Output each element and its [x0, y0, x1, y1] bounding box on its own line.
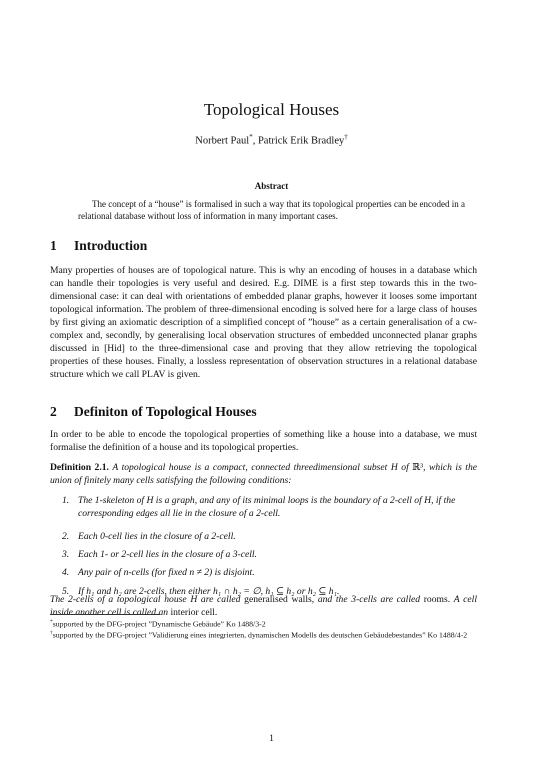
condition-text: If h₁ and h₂ are 2-cells, then either h₁ ∩ h₂ = ∅, h₁ ⊆ h₂ or h₂ ⊆ h₁.	[78, 586, 340, 597]
section-heading	[50, 238, 147, 254]
footnote-text: supported by the DFG-project ”Validierung eines integrierten, dynamischen Modells des deutschen Gebäudebestandes” Ko 1488/4-2	[52, 630, 468, 640]
footnote-marker: †	[344, 133, 348, 141]
author-name: Patrick Erik Bradley	[257, 135, 345, 147]
condition-number: 4.	[62, 567, 70, 578]
math-symbol: ℝ³,	[412, 462, 426, 473]
definition-block	[50, 461, 477, 487]
page-number: 1	[269, 733, 274, 744]
section-body: Many properties of houses are of topological nature. This is why an encoding of houses in a database which can handle their topologies is very useful and desired. E.g. DIME is a first step towards this in the two-dimensional case: it can deal with orientations of embedded planar graphs, however it looses some important topological information. The problem of three-dimensional encoding is solved here for a large class of houses by first giving an axiomatic description of a simplified concept of ”house” as a certain generalisation of a cw-complex and, secondly, by generalising local observation structures of embedded unconnected planar graphs discussed in [Hid] to the three-dimensional case and proving that they allow retrieving the topological properties of these houses. Finally, a lossless representation of observation structures in a relational database structure which we call PLAV is given.	[50, 265, 477, 380]
footnote-marker: *	[249, 133, 253, 141]
author-line	[0, 133, 543, 147]
condition-number: 2.	[62, 531, 70, 542]
footnote-text: supported by the DFG-project ”Dynamische Gebäude” Ko 1488/3-2	[52, 619, 266, 629]
section-number: 1	[50, 238, 57, 253]
abstract-text: The concept of a “house” is formalised in such a way that its topological properties can be encoded in a relational database without loss of information in many important cases.	[78, 199, 465, 221]
abstract-heading: Abstract	[254, 181, 289, 191]
definition-text: which is the union of finitely many cells satisfying the following conditions:	[50, 462, 478, 486]
definition-text: is a compact, connected threedimensional subset	[194, 462, 388, 473]
closing-text: The 2-cells of a topological house H are called	[50, 594, 241, 605]
section-heading	[50, 404, 257, 420]
footnote-marker: *	[50, 619, 53, 625]
closing-paragraph	[50, 593, 477, 619]
definition-label: Definition 2.1.	[50, 462, 109, 473]
definition-text: A topological house	[112, 462, 192, 473]
footnote-marker: †	[50, 630, 53, 636]
author-name: Norbert Paul	[195, 135, 250, 147]
condition-number: 1.	[62, 495, 70, 506]
definition-text: of	[401, 462, 409, 473]
condition-text: Any pair of n-cells (for fixed n ≠ 2) is disjoint.	[78, 567, 255, 578]
condition-text: Each 1- or 2-cell lies in the closure of a 3-cell.	[78, 549, 257, 560]
footnote-rule	[50, 614, 160, 615]
term-walls: generalised walls,	[244, 594, 315, 605]
closing-text: A cell inside another cell is called an	[50, 594, 477, 618]
math-symbol: H	[390, 462, 398, 473]
footnote	[50, 628, 477, 641]
section-title: Definiton of Topological Houses	[74, 404, 257, 419]
section-title: Introduction	[74, 238, 148, 253]
author-separator: ,	[252, 135, 258, 147]
paper-title: Topological Houses	[203, 100, 340, 119]
section-number: 2	[50, 404, 57, 419]
section-body: In order to be able to encode the topological properties of something like a house into a database, we must formalise the definition of a house and its topological properties.	[50, 429, 477, 453]
closing-text: and the 3-cells are called	[317, 594, 421, 605]
condition-number: 3.	[62, 549, 70, 560]
condition-number: 5.	[62, 586, 70, 597]
term-interior-cell: interior cell.	[170, 607, 218, 618]
condition-text: Each 0-cell lies in the closure of a 2-cell.	[78, 531, 236, 542]
condition-text: The 1-skeleton of H is a graph, and any of its minimal loops is the boundary of a 2-cell of H, if the corresponding edges all lie in the closure of a 2-cell.	[78, 495, 456, 519]
term-rooms: rooms.	[423, 594, 451, 605]
